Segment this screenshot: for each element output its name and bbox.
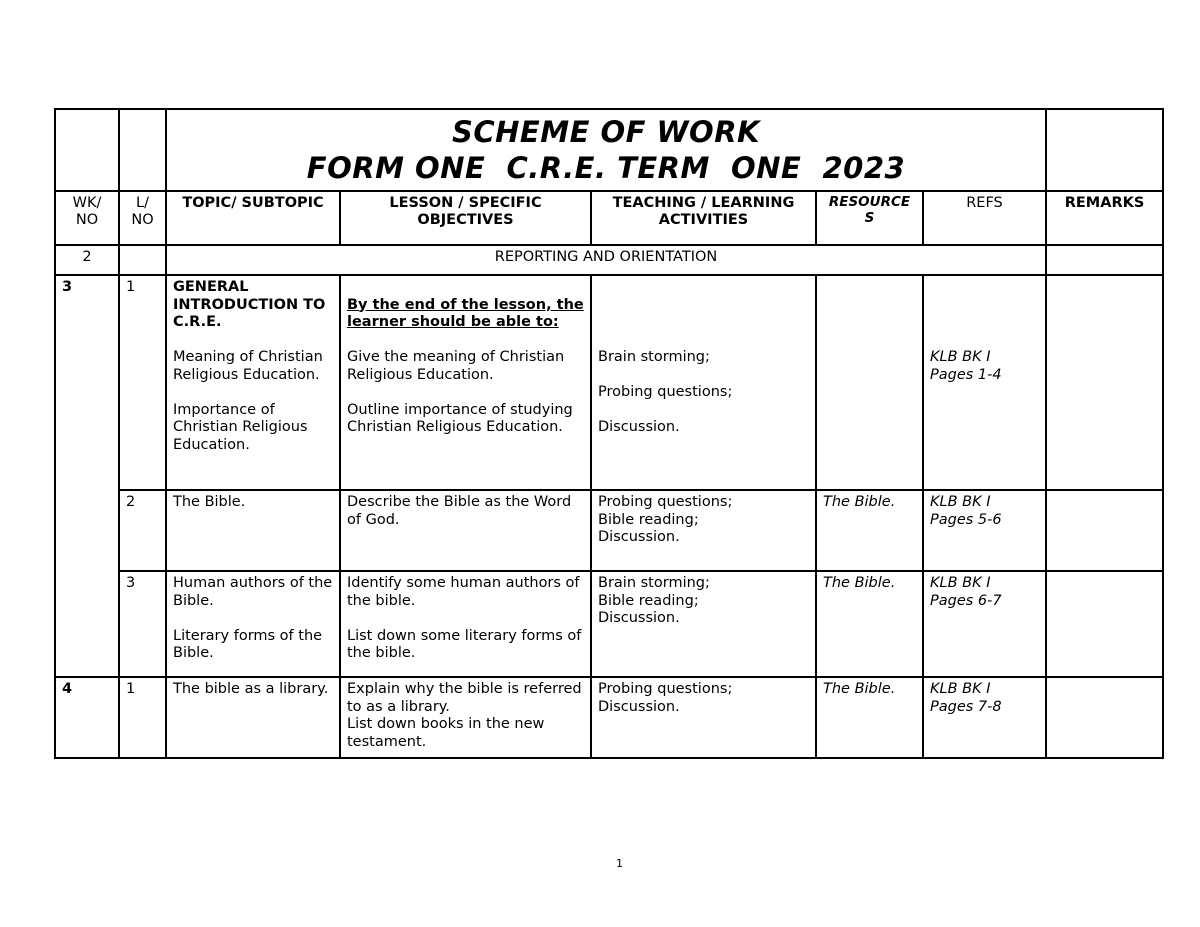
orientation-lesson-cell: [119, 245, 166, 275]
resources-cell: The Bible.: [816, 490, 923, 571]
refs-cell: [923, 490, 1046, 571]
objective-item: List down some literary forms of the bible.: [347, 627, 582, 661]
objective-item: List down books in the new testament.: [347, 716, 545, 750]
objective-item: Identify some human authors of the bible.: [347, 575, 580, 609]
orientation-week: 2: [55, 245, 119, 275]
title-blank-cell-1: [55, 109, 119, 191]
title-cell: [166, 109, 1046, 191]
refs-book: KLB BK I: [930, 575, 991, 591]
scheme-of-work-table: [54, 108, 1164, 759]
activity-item: Bible reading;: [598, 592, 699, 609]
objectives-cell: Describe the Bible as the Word of God.: [340, 490, 591, 571]
table-row: [55, 571, 1163, 677]
activity-item: Bible reading;: [598, 511, 699, 528]
activity-item: Probing questions;: [598, 681, 733, 697]
objectives-cell: [340, 571, 591, 677]
activity-item: Brain storming;: [598, 349, 710, 365]
refs-cell: [923, 275, 1046, 490]
week-number: 3: [55, 275, 119, 677]
document-subtitle: FORM ONE C.R.E. TERM ONE 2023: [306, 151, 906, 185]
lesson-number: 1: [119, 677, 166, 758]
remarks-cell: [1046, 677, 1163, 758]
topic-cell: The Bible.: [166, 490, 340, 571]
activities-cell: [591, 275, 816, 490]
activities-cell: [591, 677, 816, 758]
resources-cell: The Bible.: [816, 571, 923, 677]
header-wk-no: WK/ NO: [55, 191, 119, 245]
orientation-row: [55, 245, 1163, 275]
refs-pages: Pages 5-6: [930, 511, 1002, 528]
header-refs: REFS: [923, 191, 1046, 245]
objective-item: Explain why the bible is referred to as a library.: [347, 681, 582, 715]
objective-item: Outline importance of studying Christian Religious Education.: [347, 401, 573, 435]
lesson-number: 3: [119, 571, 166, 677]
lesson-number: 2: [119, 490, 166, 571]
refs-book: KLB BK I: [930, 494, 991, 510]
header-row: [55, 191, 1163, 245]
activity-item: Discussion.: [598, 529, 680, 545]
refs-book: KLB BK I: [930, 349, 991, 365]
subtopic: Human authors of the Bible.: [173, 575, 333, 609]
document-title: SCHEME OF WORK: [451, 115, 761, 149]
activity-item: Discussion.: [598, 419, 680, 435]
header-resources: RESOURCE S: [816, 191, 923, 245]
resources-cell: [816, 275, 923, 490]
topic-cell: [166, 571, 340, 677]
table-row: [55, 275, 1163, 490]
topic-heading: GENERAL INTRODUCTION TO C.R.E.: [173, 279, 326, 330]
objectives-cell: [340, 275, 591, 490]
topic-cell: [166, 275, 340, 490]
header-objectives: LESSON / SPECIFIC OBJECTIVES: [340, 191, 591, 245]
refs-pages: Pages 1-4: [930, 366, 1002, 383]
objective-item: Give the meaning of Christian Religious Education.: [347, 349, 565, 383]
remarks-cell: [1046, 490, 1163, 571]
activity-item: Brain storming;: [598, 575, 710, 591]
page-number: 1: [616, 857, 623, 870]
lesson-number: 1: [119, 275, 166, 490]
subtopic: Importance of Christian Religious Education.: [173, 401, 308, 453]
table-row: [55, 677, 1163, 758]
refs-cell: [923, 571, 1046, 677]
week-number: 4: [55, 677, 119, 758]
objectives-cell: [340, 677, 591, 758]
refs-cell: [923, 677, 1046, 758]
subtopic: Meaning of Christian Religious Education.: [173, 349, 323, 383]
title-blank-cell-2: [119, 109, 166, 191]
refs-pages: Pages 7-8: [930, 698, 1002, 715]
orientation-remarks-cell: [1046, 245, 1163, 275]
activity-item: Probing questions;: [598, 384, 733, 400]
table-row: [55, 490, 1163, 571]
title-row: [55, 109, 1163, 191]
header-remarks: REMARKS: [1046, 191, 1163, 245]
title-blank-cell-3: [1046, 109, 1163, 191]
remarks-cell: [1046, 571, 1163, 677]
header-topic: TOPIC/ SUBTOPIC: [166, 191, 340, 245]
subtopic: Literary forms of the Bible.: [173, 627, 323, 661]
refs-book: KLB BK I: [930, 681, 991, 697]
objectives-intro: By the end of the lesson, the learner should be able to:: [347, 296, 584, 330]
topic-cell: The bible as a library.: [166, 677, 340, 758]
header-l-no: L/ NO: [119, 191, 166, 245]
remarks-cell: [1046, 275, 1163, 490]
activities-cell: [591, 490, 816, 571]
activity-item: Probing questions;: [598, 494, 733, 510]
refs-pages: Pages 6-7: [930, 592, 1002, 609]
resources-cell: The Bible.: [816, 677, 923, 758]
activity-item: Discussion.: [598, 610, 680, 626]
activities-cell: [591, 571, 816, 677]
activity-item: Discussion.: [598, 698, 680, 715]
orientation-text: REPORTING AND ORIENTATION: [166, 245, 1046, 275]
header-activities: TEACHING / LEARNING ACTIVITIES: [591, 191, 816, 245]
